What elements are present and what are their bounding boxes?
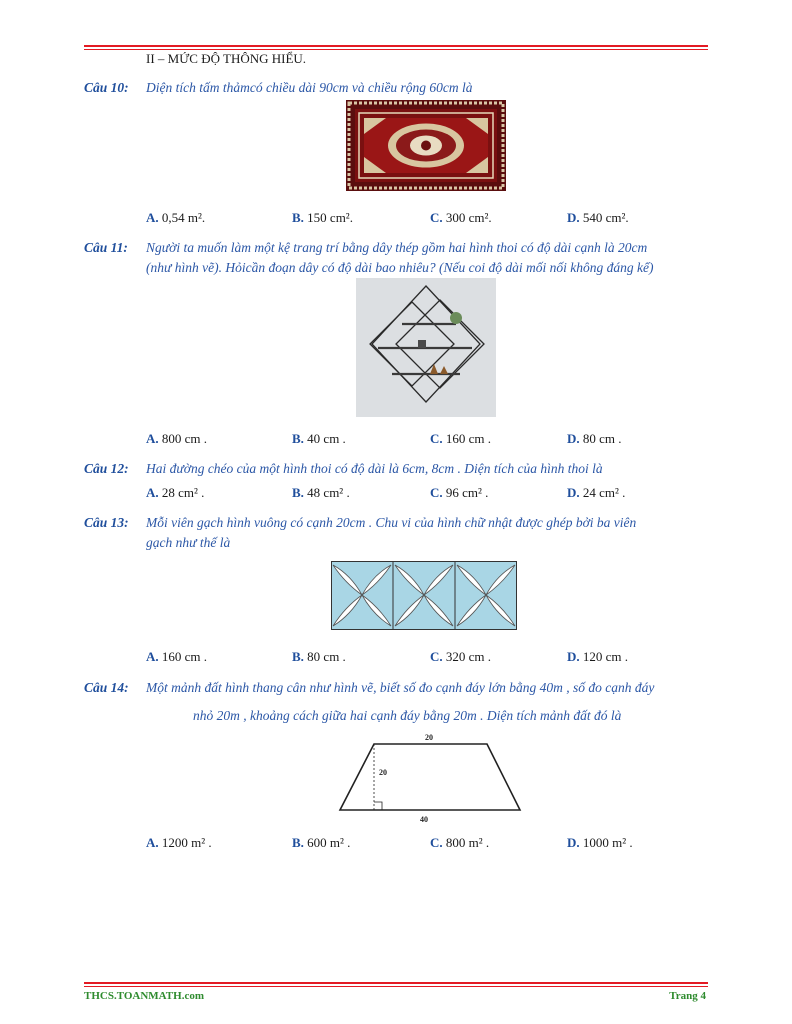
footer-rule bbox=[84, 982, 708, 984]
q12-option-a[interactable]: A. 28 cm² . bbox=[146, 485, 205, 500]
question-14-line2: nhỏ 20m , khoảng cách giữa hai cạnh đáy bằng 20m . Diện tích mảnh đất đó là bbox=[193, 708, 622, 723]
q12-option-c[interactable]: C. 96 cm² . bbox=[430, 485, 489, 500]
question-11-line2: (như hình vẽ). Hỏicần đoạn dây có độ dài bao nhiêu? (Nếu coi độ dài mối nối không đáng kể) bbox=[146, 260, 654, 275]
question-13-line1: Mỗi viên gạch hình vuông có cạnh 20cm . Chu vi của hình chữ nhật được ghép bởi ba viên bbox=[146, 515, 637, 530]
q11-option-c[interactable]: C. 160 cm . bbox=[430, 431, 492, 446]
q11-option-d[interactable]: D. 80 cm . bbox=[567, 431, 622, 446]
footer-rule-thin bbox=[84, 986, 708, 987]
q13-option-b[interactable]: B. 80 cm . bbox=[292, 649, 346, 664]
q14-option-b[interactable]: B. 600 m² . bbox=[292, 835, 351, 850]
trapezoid-top-label: 20 bbox=[425, 733, 433, 742]
q10-option-a[interactable]: A. 0,54 m². bbox=[146, 210, 206, 225]
q10-option-c[interactable]: C. 300 cm². bbox=[430, 210, 492, 225]
question-10-number: Câu 10: bbox=[84, 80, 129, 95]
trapezoid-bottom-label: 40 bbox=[420, 815, 428, 824]
trapezoid-height-label: 20 bbox=[379, 768, 387, 777]
q14-option-d[interactable]: D. 1000 m² . bbox=[567, 835, 633, 850]
question-14-number: Câu 14: bbox=[84, 680, 129, 695]
question-13-line2: gạch như thế là bbox=[146, 535, 231, 550]
header-rule bbox=[84, 45, 708, 47]
footer-site-link[interactable]: THCS.TOANMATH.com bbox=[84, 990, 204, 1002]
rug-image bbox=[346, 100, 506, 191]
q13-option-d[interactable]: D. 120 cm . bbox=[567, 649, 629, 664]
q14-option-a[interactable]: A. 1200 m² . bbox=[146, 835, 212, 850]
q10-option-d[interactable]: D. 540 cm². bbox=[567, 210, 629, 225]
q11-option-a[interactable]: A. 800 cm . bbox=[146, 431, 208, 446]
shelf-image bbox=[356, 278, 496, 417]
q10-option-b[interactable]: B. 150 cm². bbox=[292, 210, 353, 225]
q14-option-c[interactable]: C. 800 m² . bbox=[430, 835, 490, 850]
question-12-text: Hai đường chéo của một hình thoi có độ dài là 6cm, 8cm . Diện tích của hình thoi là bbox=[146, 461, 603, 476]
question-12-number: Câu 12: bbox=[84, 461, 129, 476]
footer-page-number: Trang 4 bbox=[669, 990, 706, 1002]
tiles-figure bbox=[331, 561, 517, 630]
q12-option-d[interactable]: D. 24 cm² . bbox=[567, 485, 626, 500]
question-13-number: Câu 13: bbox=[84, 515, 129, 530]
question-11-number: Câu 11: bbox=[84, 240, 128, 255]
section-title: II – MỨC ĐỘ THÔNG HIỂU. bbox=[146, 51, 307, 66]
q12-option-b[interactable]: B. 48 cm² . bbox=[292, 485, 350, 500]
trapezoid-figure bbox=[330, 730, 530, 825]
question-11-line1: Người ta muốn làm một kệ trang trí bằng dây thép gồm hai hình thoi có độ dài cạnh là 20cm bbox=[146, 240, 648, 255]
question-14-line1: Một mảnh đất hình thang cân như hình vẽ, biết số đo cạnh đáy lớn bằng 40m , số đo cạnh đáy bbox=[146, 680, 655, 695]
q13-option-a[interactable]: A. 160 cm . bbox=[146, 649, 208, 664]
q13-option-c[interactable]: C. 320 cm . bbox=[430, 649, 492, 664]
q11-option-b[interactable]: B. 40 cm . bbox=[292, 431, 346, 446]
question-10-text: Diện tích tấm thảmcó chiều dài 90cm và chiều rộng 60cm là bbox=[146, 80, 473, 95]
